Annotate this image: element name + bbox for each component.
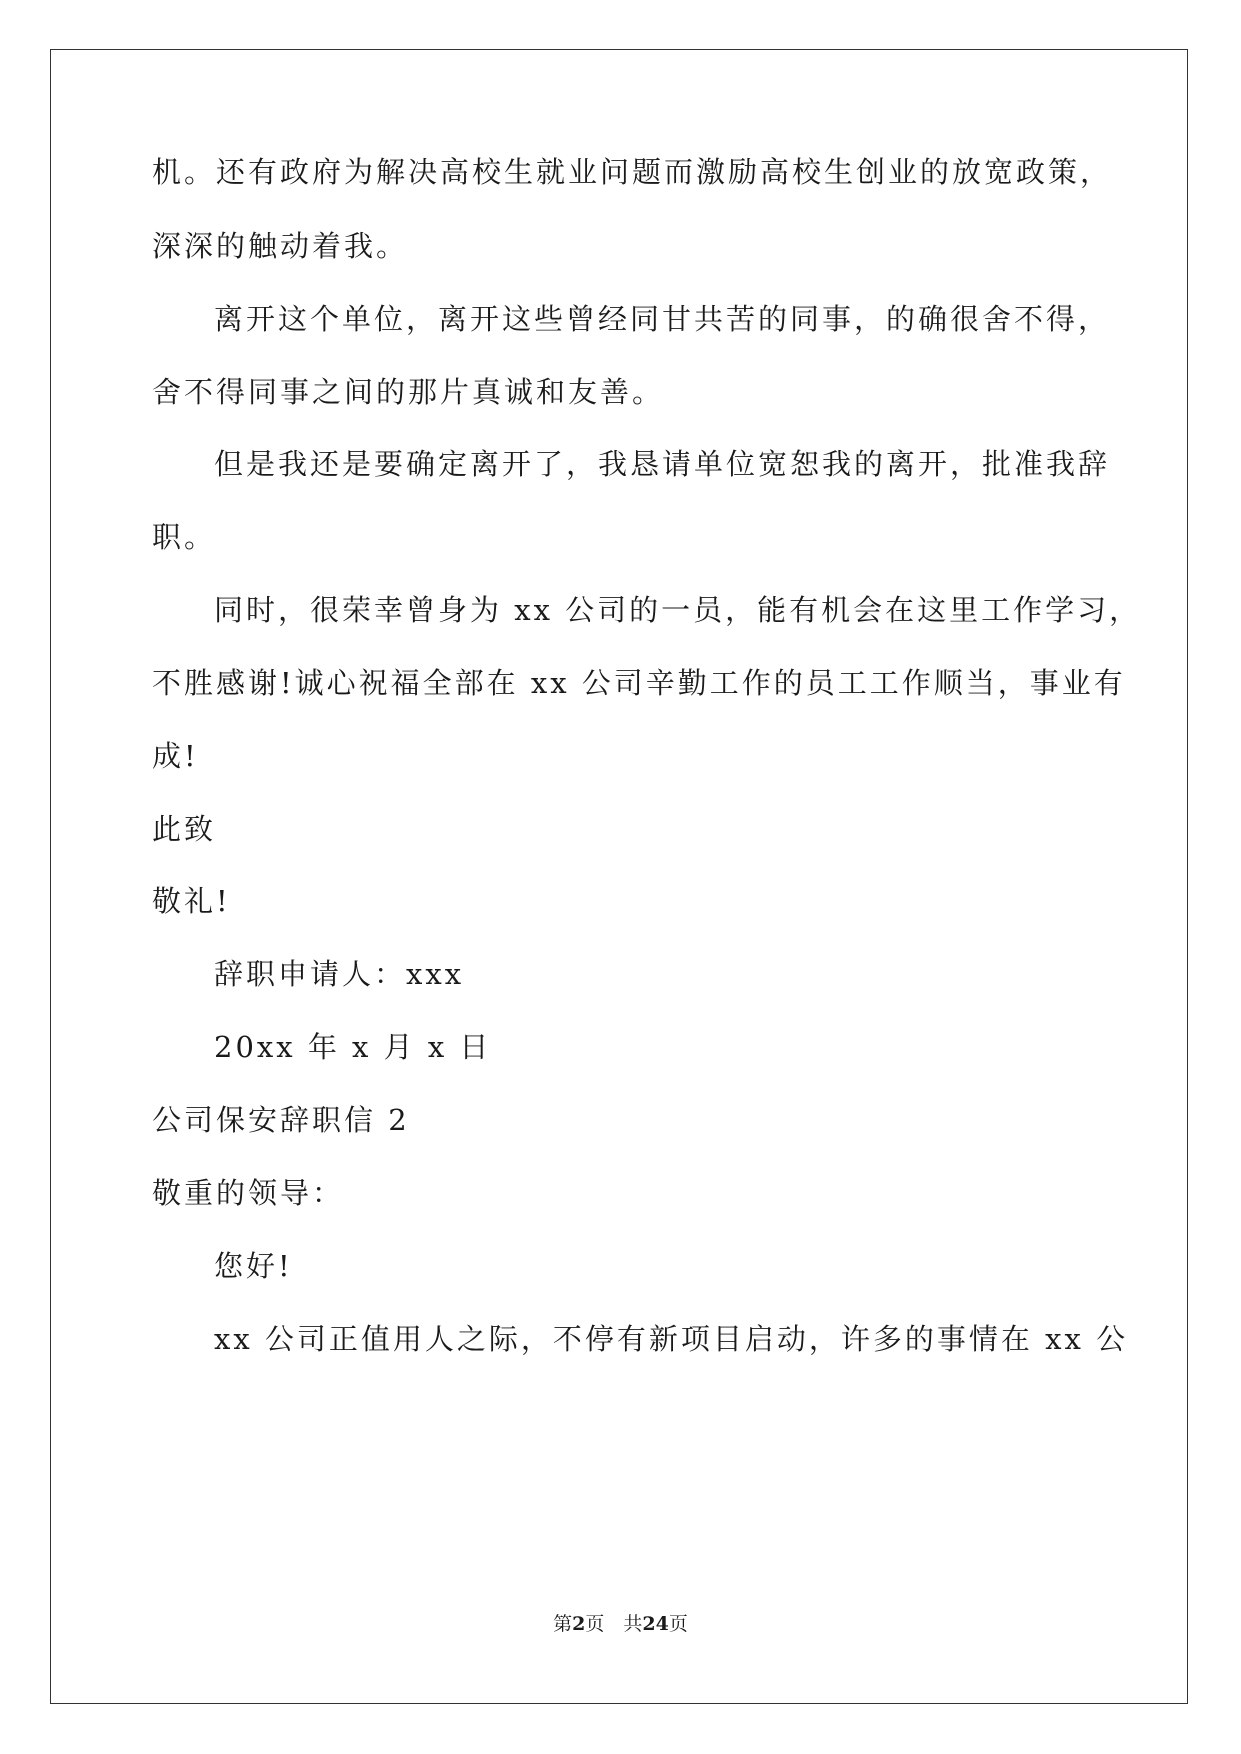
footer-mid: 页 共 — [585, 1613, 643, 1635]
paragraph-line-7: 同时，很荣幸曾身为 xx 公司的一员，能有机会在这里工作学习， — [214, 593, 1142, 627]
paragraph-line-5: 但是我还是要确定离开了，我恳请单位宽恕我的离开，批准我辞 — [214, 447, 1111, 481]
paragraph-line-8: 不胜感谢!诚心祝福全部在 xx 公司辛勤工作的员工工作顺当，事业有 — [152, 666, 1126, 700]
paragraph-line-4: 舍不得同事之间的那片真诚和友善。 — [152, 375, 665, 409]
paragraph-line-17: xx 公司正值用人之际，不停有新项目启动，许多的事情在 xx 公 — [214, 1322, 1129, 1356]
closing-salutation: 此致 — [152, 812, 217, 846]
paragraph-line-6: 职。 — [152, 520, 217, 554]
footer-total-pages: 24 — [642, 1613, 669, 1635]
closing-regards: 敬礼! — [152, 884, 231, 918]
paragraph-line-9: 成! — [152, 739, 199, 773]
section-title: 公司保安辞职信 2 — [152, 1103, 410, 1137]
signature-applicant: 辞职申请人：xxx — [214, 957, 465, 991]
paragraph-line-2: 深深的触动着我。 — [152, 229, 409, 263]
paragraph-line-3: 离开这个单位，离开这些曾经同甘共苦的同事，的确很舍不得， — [214, 302, 1111, 336]
footer-suffix: 页 — [668, 1613, 688, 1635]
footer-current-page: 2 — [572, 1613, 586, 1635]
letter-greeting: 敬重的领导： — [152, 1176, 345, 1210]
signature-date: 20xx 年 x 月 x 日 — [214, 1030, 492, 1064]
page-footer — [0, 1612, 1241, 1636]
footer-prefix: 第 — [553, 1613, 573, 1635]
page-border — [50, 49, 1188, 1704]
paragraph-line-1: 机。还有政府为解决高校生就业问题而激励高校生创业的放宽政策， — [152, 155, 1113, 189]
letter-hello: 您好! — [214, 1249, 293, 1283]
